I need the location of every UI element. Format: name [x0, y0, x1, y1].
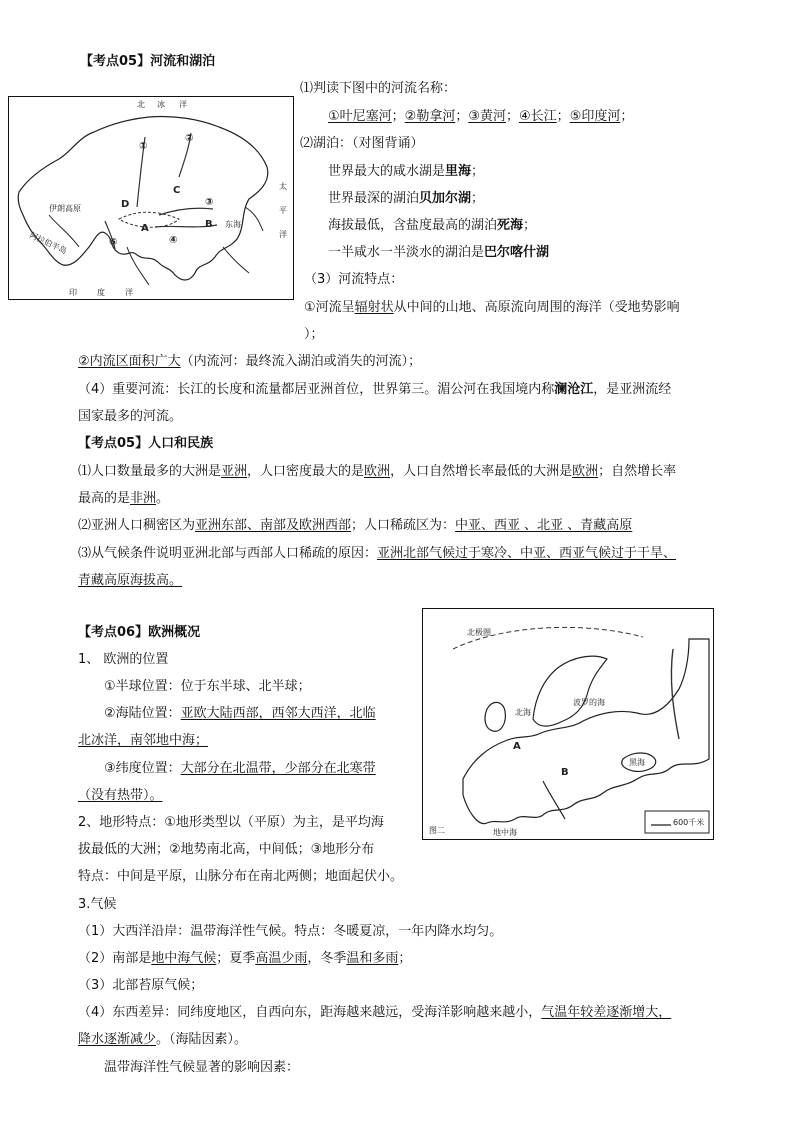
climate-2-med: 地中海气候	[151, 951, 217, 966]
sep-3: ；	[506, 109, 520, 124]
lake-4-text: 一半咸水一半淡水的湖泊是	[328, 245, 485, 260]
europe-pos-3-key: 北冰洋，南邻地中海；	[78, 733, 209, 748]
lake-2	[328, 189, 484, 209]
map1-label-east-sea: 东海	[225, 220, 241, 229]
europe-map	[423, 609, 713, 839]
europe-pos-5-key: （没有热带）。	[78, 788, 163, 803]
pop-l1-europe: 欧洲	[364, 464, 391, 479]
map1-label-yang: 洋	[179, 100, 187, 109]
map2-label-black-sea: 黑海	[629, 758, 645, 767]
map1-label-3: ③	[205, 197, 214, 208]
climate-5-key: 降水逐渐减少	[78, 1032, 157, 1047]
europe-pos-2-key: 亚欧大陆西部，西邻大西洋，北临	[180, 706, 376, 721]
q3-a1-pre: ①河流呈	[304, 300, 355, 315]
climate-2-a: （2）南部是	[78, 951, 152, 966]
q4-line-2: 国家最多的河流。	[78, 409, 183, 424]
climate-6: 温带海洋性气候显著的影响因素：	[104, 1060, 300, 1075]
map1-label-du: 度	[97, 288, 105, 297]
archipelago-outline	[223, 247, 249, 273]
map2-label-b: B	[561, 767, 569, 778]
lake-4	[328, 243, 549, 263]
europe-pos-3	[78, 731, 208, 751]
pop-l5-reason: 青藏高原海拔高。	[78, 573, 183, 588]
asia-map-figure	[8, 96, 294, 300]
lake-1	[328, 162, 484, 182]
pop-l3-b: ；人口稀疏区为：	[351, 518, 456, 533]
europe-map-figure	[422, 608, 714, 840]
map2-label-north-sea: 北海	[515, 708, 531, 717]
q3-a2-post: （内流河：最终流入湖泊或消失的河流）；	[180, 354, 422, 369]
climate-1: （1）大西洋沿岸：温带海洋性气候。特点：冬暖夏凉，一年内降水均匀。	[78, 924, 503, 939]
q3-head: （3）河流特点：	[304, 272, 404, 287]
q1-rivers-line	[328, 107, 633, 127]
europe-pos-head: 1、 欧洲的位置	[78, 652, 169, 667]
map1-label-c: C	[173, 185, 181, 196]
q3-a1-post: 从中间的山地、高原流向周围的海洋（受地势影响	[393, 300, 680, 315]
climate-4-a: （4）东西差异：同纬度地区，自西向东，距海越来越远，受海洋影响越来越小，	[78, 1005, 542, 1020]
map1-label-1: ①	[139, 141, 148, 152]
pop-l1-asia: 亚洲	[221, 464, 248, 479]
q2-line	[300, 134, 424, 154]
pop-line-5	[78, 571, 182, 591]
pop-l1-b: ，人口密度最大的是	[247, 464, 365, 479]
climate-2-winter: 温和多雨	[346, 951, 399, 966]
pop-line-3	[78, 516, 632, 536]
map1-label-arabia: 阿拉伯半岛	[28, 230, 69, 256]
pop-l2-a: 最高的是	[78, 491, 131, 506]
map1-label-a: A	[141, 223, 149, 234]
map1-label-bei: 北	[137, 100, 145, 109]
japan-islands	[245, 207, 263, 231]
map1-label-yin: 印	[69, 288, 77, 297]
terrain-line-1: 2、地形特点：①地形类型以（平原）为主，是平均海	[78, 815, 384, 830]
pop-l3-sparse: 中亚、西亚 、北亚 、青藏高原	[455, 518, 633, 533]
climate-2-d: ；	[398, 951, 412, 966]
map1-label-d: D	[121, 199, 130, 210]
terrain-line-2: 拔最低的大洲；②地势南北高，中间低；③地形分布	[78, 842, 375, 857]
q3-a2-key: ②内流区面积广大	[78, 354, 181, 369]
terrain-line-3: 特点：中间是平原，山脉分布在南北两侧；地面起伏小。	[78, 869, 404, 884]
q3-a1	[304, 298, 680, 318]
pop-l3-dense: 亚洲东部、南部及欧洲西部	[195, 518, 352, 533]
europe-pos-4-key: 大部分在北温带，少部分在北寒带	[180, 761, 376, 776]
pop-line-1	[78, 462, 676, 482]
q4-line-1	[78, 380, 671, 400]
lake-4-answer: 巴尔喀什湖	[484, 245, 550, 260]
europe-pos-4-a: ③纬度位置：	[104, 761, 181, 776]
pop-l1-c: ，人口自然增长率最低的大洲是	[390, 464, 573, 479]
pop-l2-africa: 非洲	[130, 491, 157, 506]
lake-3-text: 海拔最低，含盐度最高的湖泊	[328, 218, 498, 233]
q1-prompt: ⑴判读下图中的河流名称：	[300, 81, 457, 96]
river-4: ④长江	[519, 109, 557, 124]
map1-label-5: ⑤	[109, 237, 118, 248]
river-2: ②勒拿河	[404, 109, 456, 124]
climate-5-b: 。（海陆因素）。	[156, 1032, 248, 1047]
river-1: ①叶尼塞河	[328, 109, 392, 124]
pop-l2-b: 。	[156, 491, 170, 506]
pop-l4-a: ⑶从气候条件说明亚洲北部与西部人口稀疏的原因：	[78, 546, 378, 561]
map2-label-fig: 图二	[429, 826, 445, 835]
europe-pos-5	[78, 786, 163, 806]
asia-map	[9, 97, 293, 299]
pop-line-2	[78, 489, 169, 509]
map1-label-4: ④	[169, 235, 178, 246]
lake-3-sep: ；	[523, 218, 537, 233]
map2-label-a: A	[513, 741, 521, 752]
river-5: ⑤印度河	[569, 109, 621, 124]
pop-l3-a: ⑵亚洲人口稠密区为	[78, 518, 196, 533]
pop-l4-reason: 亚洲北部气候过于寒冷、中亚、西亚气候过于干旱、	[377, 546, 677, 561]
q3-a1-key: 辐射状	[354, 300, 394, 315]
lake-1-answer: 里海	[445, 164, 472, 179]
climate-2-summer: 高温少雨	[255, 951, 308, 966]
section-title-europe: 【考点06】欧洲概况	[78, 625, 201, 640]
sep-2: ；	[455, 109, 469, 124]
europe-pos-1: ①半球位置：位于东半球、北半球；	[104, 679, 311, 694]
climate-4	[78, 1003, 671, 1023]
sep-end: ；	[620, 109, 634, 124]
pop-line-4	[78, 544, 676, 564]
lake-2-text: 世界最深的湖泊	[328, 191, 420, 206]
map1-label-2: ②	[185, 133, 194, 144]
map2-label-mediterranean: 地中海	[493, 828, 517, 837]
q3-a1-end: ）；	[304, 327, 324, 342]
pop-l1-europe2: 欧洲	[572, 464, 599, 479]
british-isles-outline	[485, 702, 505, 731]
europe-pos-2-a: ②海陆位置：	[104, 706, 181, 721]
q4-text: （4）重要河流：长江的长度和流量都居亚洲首位，世界第三。湄公河在我国境内称	[78, 382, 555, 397]
europe-pos-4	[104, 759, 376, 779]
map1-label-b: B	[205, 219, 213, 230]
map1-label-yang3: 洋	[125, 288, 133, 297]
pop-l1-a: ⑴人口数量最多的大洲是	[78, 464, 222, 479]
q3-a2	[78, 352, 421, 372]
lake-3-answer: 死海	[497, 218, 524, 233]
map1-label-tai: 太	[279, 182, 287, 191]
climate-2-b: ；夏季	[216, 951, 256, 966]
sep-1: ；	[391, 109, 405, 124]
map1-label-iran: 伊朗高原	[49, 204, 81, 213]
map1-label-ping: 平	[279, 206, 287, 215]
sep-4: ；	[556, 109, 570, 124]
q4-lancang: 澜沧江	[554, 382, 594, 397]
lake-2-answer: 贝加尔湖	[419, 191, 472, 206]
map1-label-bing: 冰	[157, 100, 165, 109]
lake-2-sep: ；	[471, 191, 485, 206]
map2-scale-label: 600千米	[673, 818, 705, 827]
climate-2	[78, 949, 411, 969]
lake-3	[328, 216, 536, 236]
pop-l1-d: ；自然增长率	[598, 464, 677, 479]
map1-label-yang2: 洋	[279, 230, 287, 239]
q2-head: ⑵湖泊：	[300, 136, 353, 151]
river-yellow-line	[159, 208, 213, 215]
map2-label-arctic: 北极圈	[467, 628, 491, 637]
plateau-outline	[119, 212, 179, 227]
q4-tail: ，是亚洲流经	[593, 382, 672, 397]
climate-4-key: 气温年较差逐渐增大，	[541, 1005, 672, 1020]
q2-note: （对图背诵）	[352, 136, 424, 151]
section-title-rivers: 【考点05】河流和湖泊	[80, 54, 216, 69]
lake-1-sep: ；	[471, 164, 485, 179]
climate-2-c: ，冬季	[307, 951, 347, 966]
climate-5	[78, 1030, 247, 1050]
section-title-population: 【考点05】人口和民族	[78, 436, 214, 451]
climate-3: （3）北部苔原气候；	[78, 978, 204, 993]
europe-pos-2	[104, 704, 376, 724]
map2-label-baltic: 波罗的海	[573, 698, 605, 707]
lake-1-text: 世界最大的咸水湖是	[328, 164, 446, 179]
river-3: ③黄河	[468, 109, 506, 124]
climate-head: 3.气候	[78, 897, 117, 912]
